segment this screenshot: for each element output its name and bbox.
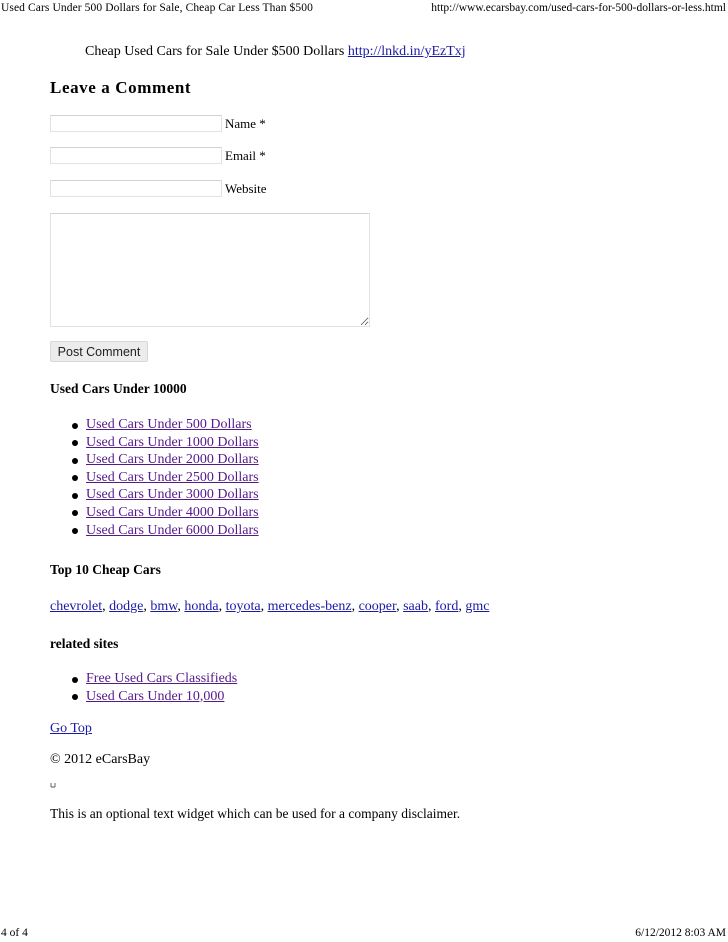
share-line — [85, 44, 466, 60]
go-top-link[interactable]: Go Top — [50, 721, 92, 736]
small-image-icon — [50, 781, 56, 789]
bullet-icon — [72, 694, 78, 700]
list-item — [50, 504, 259, 522]
name-label: Name * — [225, 116, 266, 131]
used-cars-link[interactable]: Used Cars Under 6000 Dollars — [86, 522, 259, 538]
comment-heading: Leave a Comment — [50, 78, 192, 97]
used-cars-list — [50, 416, 259, 539]
bullet-icon — [72, 423, 78, 429]
used-cars-link[interactable]: Used Cars Under 2000 Dollars — [86, 452, 259, 468]
list-item — [50, 451, 259, 469]
name-input[interactable] — [50, 115, 222, 132]
used-cars-link[interactable]: Used Cars Under 3000 Dollars — [86, 487, 259, 503]
car-makes-line: chevrolet, dodge, bmw, honda, toyota, mercedes-benz, cooper, saab, ford, gmc — [50, 599, 490, 614]
print-footer-page: 4 of 4 — [1, 927, 28, 939]
list-item — [50, 469, 259, 487]
related-site-link[interactable]: Used Cars Under 10,000 — [86, 688, 225, 704]
make-link[interactable]: saab — [403, 599, 428, 614]
used-cars-link[interactable]: Used Cars Under 1000 Dollars — [86, 434, 259, 450]
make-link[interactable]: honda — [184, 599, 219, 614]
used-cars-link[interactable]: Used Cars Under 500 Dollars — [86, 417, 252, 432]
bullet-icon — [72, 677, 78, 683]
used-cars-link[interactable]: Used Cars Under 4000 Dollars — [86, 504, 259, 520]
make-link[interactable]: toyota — [225, 599, 261, 614]
disclaimer-text: This is an optional text widget which can be used for a company disclaimer. — [50, 806, 461, 821]
related-sites-heading: related sites — [50, 636, 119, 651]
make-link[interactable]: gmc — [465, 599, 490, 614]
email-label: Email * — [225, 148, 266, 163]
bullet-icon — [72, 475, 78, 481]
make-link[interactable]: dodge — [109, 599, 144, 614]
share-text: Cheap Used Cars for Sale Under $500 Dollars — [85, 44, 345, 59]
make-link[interactable]: bmw — [150, 599, 178, 614]
make-link[interactable]: ford — [435, 599, 459, 614]
top-cars-heading: Top 10 Cheap Cars — [50, 562, 161, 577]
list-item — [50, 434, 259, 452]
copyright-text: © 2012 eCarsBay — [50, 752, 151, 767]
print-header-title: Used Cars Under 500 Dollars for Sale, Cheap Car Less Than $500 — [1, 2, 313, 14]
bullet-icon — [72, 528, 78, 534]
make-link[interactable]: chevrolet — [50, 599, 103, 614]
print-footer-date: 6/12/2012 8:03 AM — [635, 927, 726, 939]
print-header-url: http://www.ecarsbay.com/used-cars-for-500-dollars-or-less.html — [431, 2, 726, 14]
share-link[interactable]: http://lnkd.in/yEzTxj — [347, 44, 466, 59]
website-input[interactable] — [50, 180, 222, 197]
bullet-icon — [72, 493, 78, 499]
post-comment-button[interactable]: Post Comment — [50, 341, 148, 362]
related-site-link[interactable]: Free Used Cars Classifieds — [86, 671, 238, 686]
comment-textarea[interactable] — [50, 213, 370, 327]
make-link[interactable]: cooper — [358, 599, 397, 614]
list-item — [50, 670, 237, 688]
bullet-icon — [72, 510, 78, 516]
list-item — [50, 688, 237, 706]
list-item — [50, 416, 259, 434]
list-item — [50, 486, 259, 504]
email-input[interactable] — [50, 147, 222, 164]
used-cars-link[interactable]: Used Cars Under 2500 Dollars — [86, 469, 259, 485]
list-item — [50, 522, 259, 540]
used-cars-heading: Used Cars Under 10000 — [50, 381, 187, 396]
bullet-icon — [72, 440, 78, 446]
website-label: Website — [225, 181, 267, 196]
bullet-icon — [72, 458, 78, 464]
make-link[interactable]: mercedes-benz — [267, 599, 352, 614]
related-sites-list — [50, 670, 237, 705]
